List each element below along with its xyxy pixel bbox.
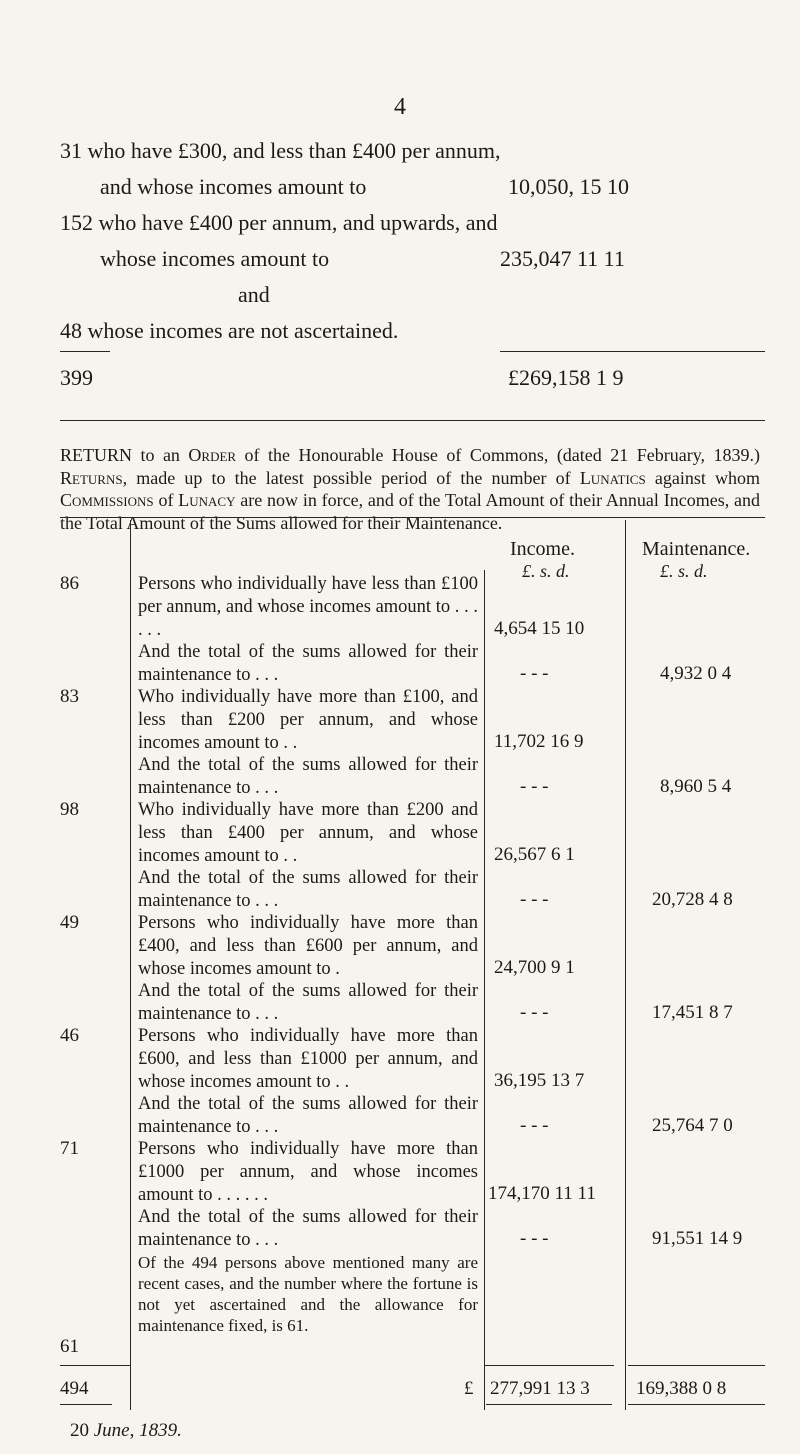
- row-income-blank: - - -: [520, 1115, 549, 1136]
- row-maintenance-description: And the total of the sums allowed for their maintenance to . . .: [138, 868, 478, 911]
- row-maintenance-description: And the total of the sums allowed for their maintenance to . . .: [138, 755, 478, 798]
- row-maintenance-description: And the total of the sums allowed for their maintenance to . . .: [138, 642, 478, 685]
- summary-count-rule: [60, 351, 110, 352]
- income-header: Income.: [510, 538, 575, 560]
- table-count-divider: [130, 520, 131, 1410]
- total-maint-rule-bottom: [628, 1404, 765, 1405]
- row-income-blank: - - -: [520, 1002, 549, 1023]
- total-income: 277,991 13 3: [490, 1378, 590, 1399]
- row-income-value: 24,700 9 1: [494, 957, 575, 978]
- date-line: 20 June, 1839.: [70, 1420, 182, 1441]
- table-income-divider: [625, 520, 626, 1410]
- summary-total-count: 399: [60, 365, 93, 390]
- table-desc-divider: [484, 570, 485, 1410]
- page-number: 4: [394, 94, 406, 120]
- row-maintenance-value: 91,551 14 9: [652, 1228, 743, 1249]
- summary-line-2: and whose incomes amount to: [100, 174, 367, 199]
- row-income-description: Who individually have more than £200 and less than £400 per annum, and whose incomes amount to . .: [138, 800, 478, 866]
- summary-line-6: 48 whose incomes are not ascertained.: [60, 318, 399, 343]
- row-income-description: Persons who individually have more than £400, and less than £600 per annum, and whose incomes amount to .: [138, 913, 478, 979]
- total-count: 494: [60, 1378, 89, 1399]
- summary-amount-rule: [500, 351, 765, 352]
- maintenance-units: £. s. d.: [660, 561, 708, 581]
- summary-line-4: whose incomes amount to: [100, 246, 330, 271]
- row-income-blank: - - -: [520, 1228, 549, 1249]
- row-income-value: 174,170 11 11: [488, 1183, 596, 1204]
- row-maintenance-description: And the total of the sums allowed for their maintenance to . . .: [138, 1207, 478, 1250]
- row-income-value: 4,654 15 10: [494, 618, 585, 639]
- row-maintenance-value: 20,728 4 8: [652, 889, 733, 910]
- table-note: Of the 494 persons above mentioned many are recent cases, and the number where the fortune is not yet ascertained and the allowance for maintenance fixed, is 61.: [138, 1253, 478, 1335]
- row-count: 83: [60, 686, 79, 707]
- summary-amount-4: 235,047 11 11: [500, 246, 625, 271]
- income-units: £. s. d.: [522, 561, 570, 581]
- note-count: 61: [60, 1336, 79, 1357]
- row-income-blank: - - -: [520, 663, 549, 684]
- row-maintenance-value: 25,764 7 0: [652, 1115, 733, 1136]
- row-income-description: Who individually have more than £100, and less than £200 per annum, and whose incomes amount to . .: [138, 687, 478, 753]
- total-count-rule-top: [60, 1365, 130, 1366]
- row-count: 86: [60, 573, 79, 594]
- summary-line-1: 31 who have £300, and less than £400 per annum,: [60, 138, 501, 163]
- summary-total-amount: £269,158 1 9: [508, 365, 624, 390]
- row-income-description: Persons who individually have more than £600, and less than £1000 per annum, and whose incomes amount to . .: [138, 1026, 478, 1092]
- row-income-value: 11,702 16 9: [494, 731, 584, 752]
- total-maint-rule-top: [628, 1365, 765, 1366]
- row-maintenance-description: And the total of the sums allowed for their maintenance to . . .: [138, 981, 478, 1024]
- total-income-rule-top: [484, 1365, 614, 1366]
- return-heading-lead: RETURN: [60, 445, 132, 465]
- return-heading: RETURN to an Order of the Honourable House of Commons, (dated 21 February, 1839.) Returns, made up to the latest possible period of the number of Lunatics against whom Commissions of Lunacy are now in force, and of the Total Amount of their Annual Incomes, and the Total Amount of the Sums allowed for their Maintenance.: [60, 445, 760, 533]
- row-income-blank: - - -: [520, 889, 549, 910]
- total-count-rule-bottom: [60, 1404, 112, 1405]
- row-income-value: 26,567 6 1: [494, 844, 575, 865]
- summary-line-3: 152 who have £400 per annum, and upwards, and: [60, 210, 498, 235]
- summary-amount-2: 10,050, 15 10: [508, 174, 629, 199]
- maintenance-header: Maintenance.: [642, 538, 751, 560]
- row-maintenance-value: 4,932 0 4: [660, 663, 732, 684]
- total-currency: £: [464, 1378, 474, 1399]
- row-income-value: 36,195 13 7: [494, 1070, 585, 1091]
- row-count: 46: [60, 1025, 79, 1046]
- total-maintenance: 169,388 0 8: [636, 1378, 727, 1399]
- row-maintenance-description: And the total of the sums allowed for their maintenance to . . .: [138, 1094, 478, 1137]
- row-income-description: Persons who individually have more than £1000 per annum, and whose incomes amount to . . . . . .: [138, 1139, 478, 1205]
- row-count: 71: [60, 1138, 79, 1159]
- table-top-rule: [60, 517, 765, 518]
- total-income-rule-bottom: [486, 1404, 612, 1405]
- row-maintenance-value: 17,451 8 7: [652, 1002, 733, 1023]
- summary-line-5: and: [238, 282, 270, 307]
- row-count: 49: [60, 912, 79, 933]
- row-income-blank: - - -: [520, 776, 549, 797]
- section-divider: [60, 420, 765, 421]
- row-count: 98: [60, 799, 79, 820]
- row-maintenance-value: 8,960 5 4: [660, 776, 732, 797]
- row-income-description: Persons who individually have less than £100 per annum, and whose incomes amount to . . . . . .: [138, 574, 478, 640]
